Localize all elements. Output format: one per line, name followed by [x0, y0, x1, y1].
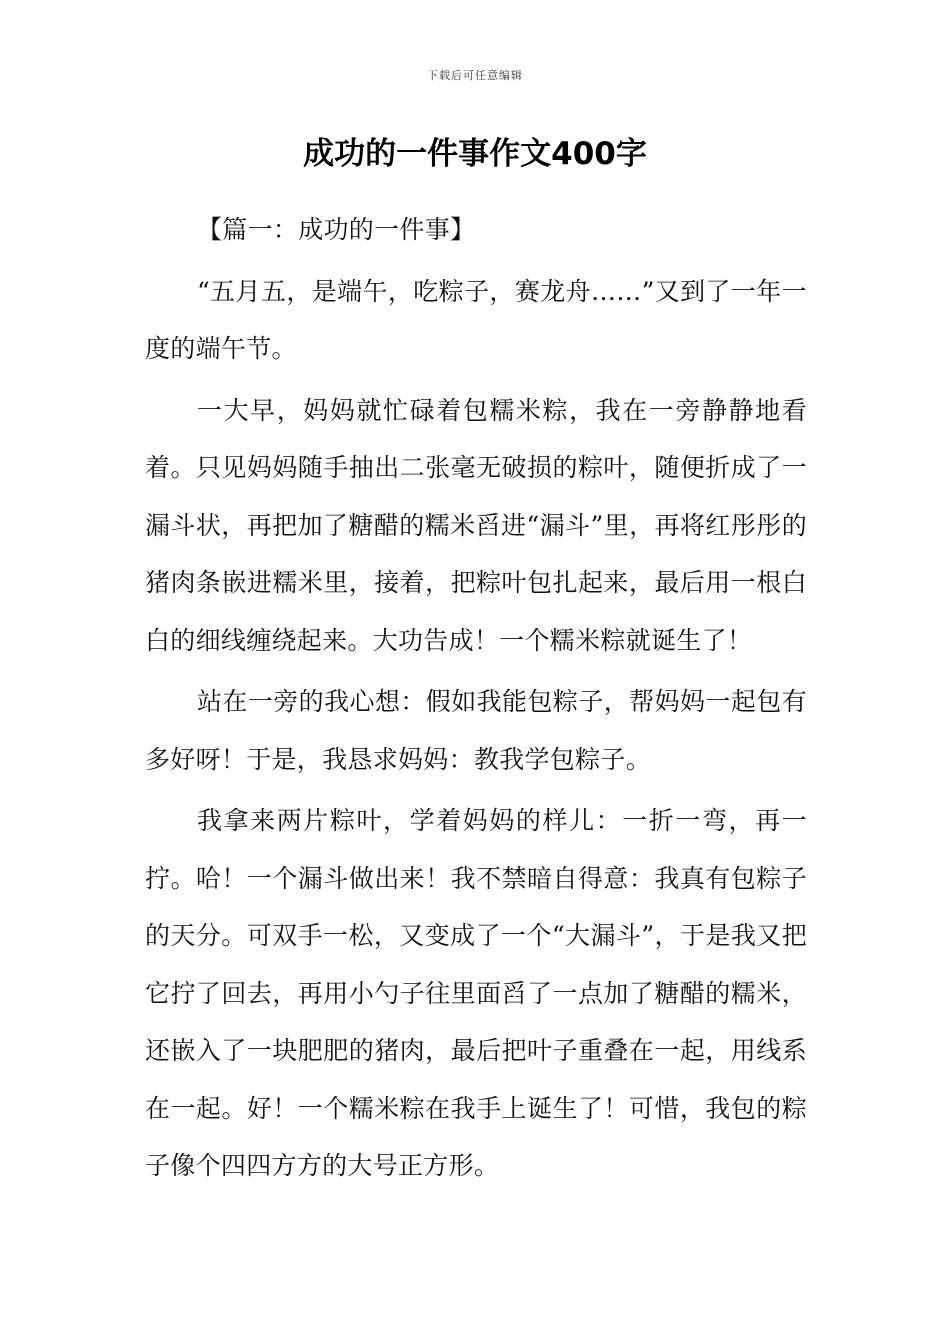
section-heading: 【篇一：成功的一件事】 [197, 215, 476, 244]
document-body [145, 201, 807, 1199]
header-note: 下载后可任意编辑 [427, 69, 523, 82]
paragraph: 站在一旁的我心想：假如我能包粽子，帮妈妈一起包有多好呀！于是，我恳求妈妈：教我学包粽子。 [145, 687, 807, 774]
paragraph: “五月五，是端午，吃粽子，赛龙舟……”又到了一年一度的端午节。 [145, 276, 807, 363]
paragraph: 一大早，妈妈就忙碌着包糯米粽，我在一旁静静地看着。只见妈妈随手抽出二张毫无破损的粽叶，随便折成了一漏斗状，再把加了糖醋的糯米舀进“漏斗”里，再将红彤彤的猪肉条嵌进糯米里，接着，把粽叶包扎起来，最后用一根白白的细线缠绕起来。大功告成！一个糯米粽就诞生了！ [145, 395, 807, 655]
document-title: 成功的一件事作文400字 [303, 136, 647, 172]
paragraph: 我拿来两片粽叶，学着妈妈的样儿：一折一弯，再一拧。哈！一个漏斗做出来！我不禁暗自得意：我真有包粽子的天分。可双手一松，又变成了一个“大漏斗”，于是我又把它拧了回去，再用小勺子往里面舀了一点加了糖醋的糯米，还嵌入了一块肥肥的猪肉，最后把叶子重叠在一起，用线系在一起。好！一个糯米粽在我手上诞生了！可惜，我包的粽子像个四四方方的大号正方形。 [145, 806, 807, 1180]
